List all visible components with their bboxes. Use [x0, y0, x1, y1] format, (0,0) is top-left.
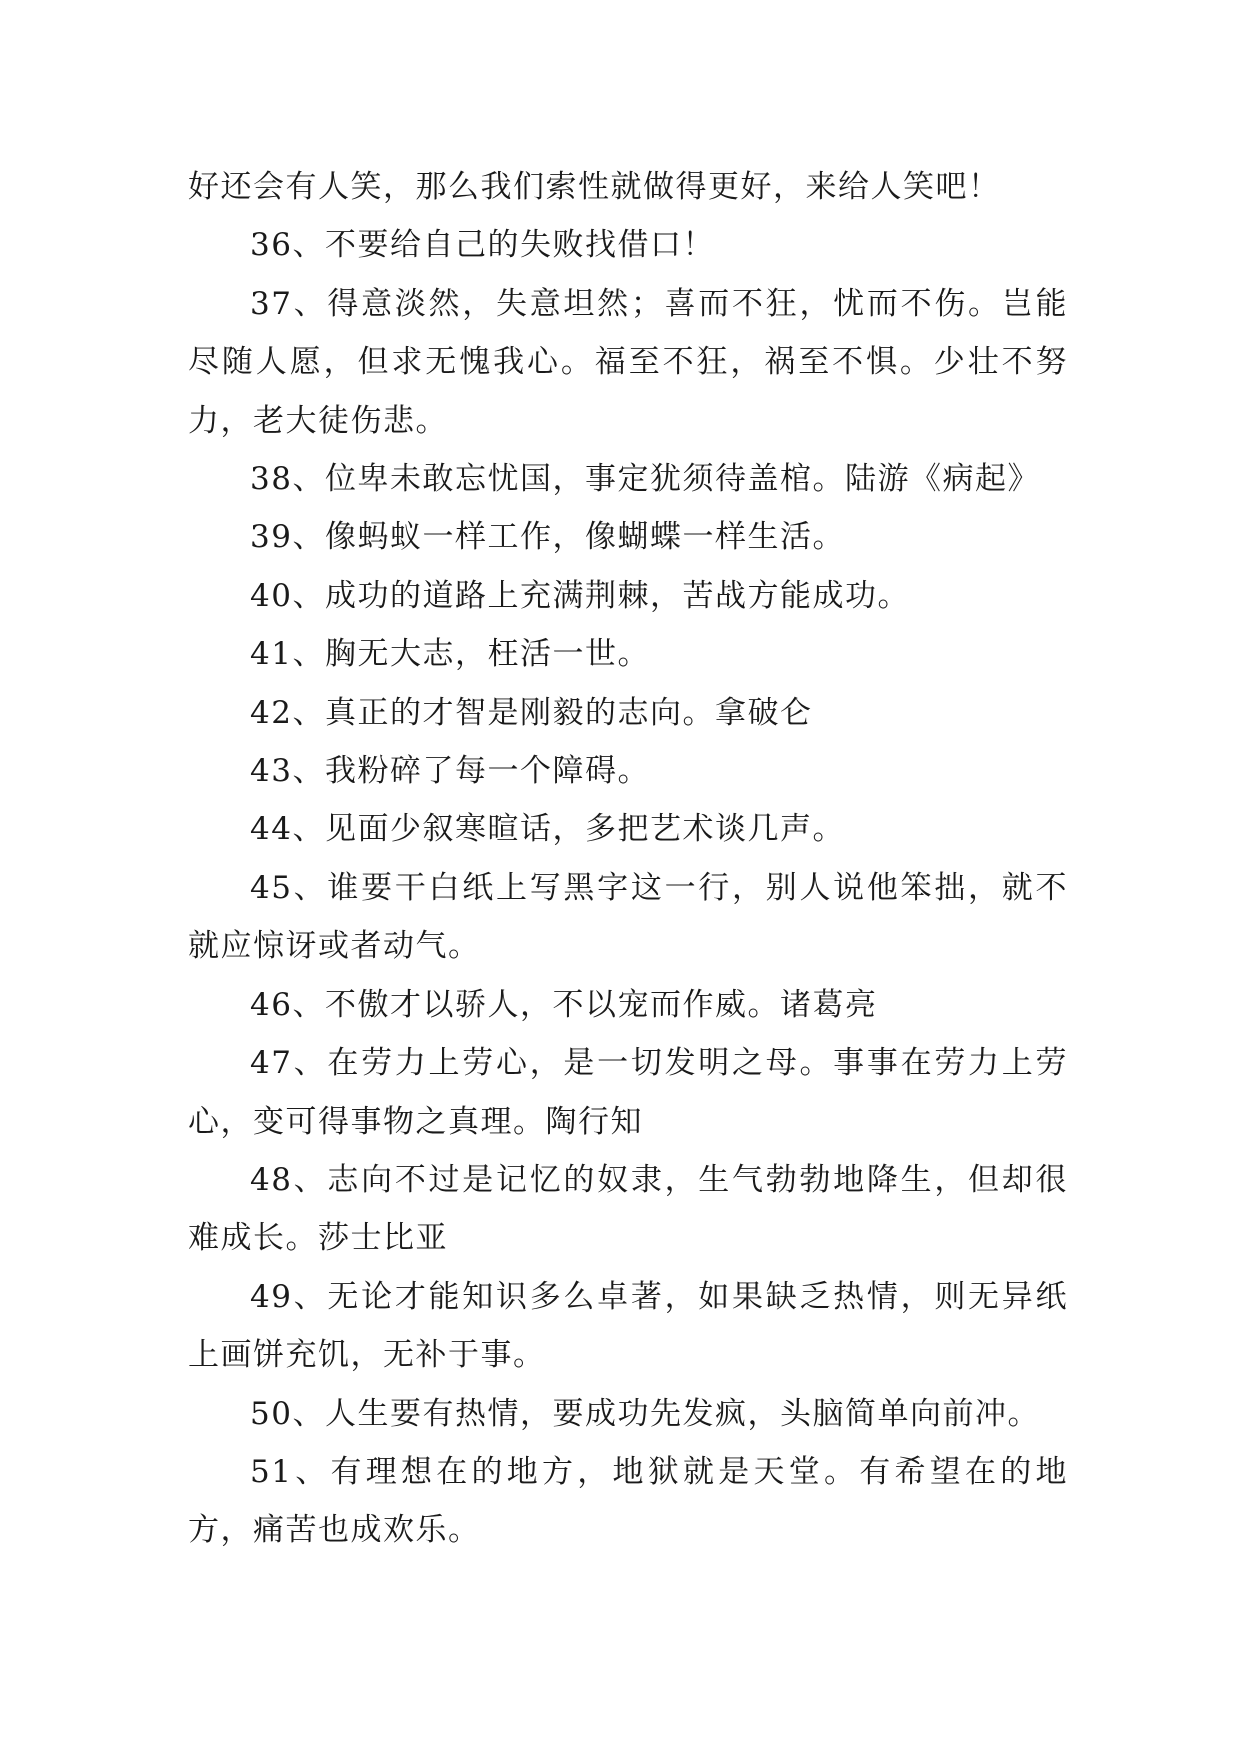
paragraph-36: 36、不要给自己的失败找借口！ [250, 227, 715, 264]
paragraph-41: 41、胸无大志，枉活一世。 [250, 636, 650, 673]
paragraph-43: 43、我粉碎了每一个障碍。 [250, 753, 650, 790]
paragraph-40: 40、成功的道路上充满荆棘，苦战方能成功。 [250, 577, 910, 614]
paragraph-49: 49、无论才能知识多么卓著，如果缺乏热情，则无异纸上画饼充饥，无补于事。 [188, 1278, 1068, 1374]
paragraph-51: 51、有理想在的地方，地狱就是天堂。有希望在的地方，痛苦也成欢乐。 [188, 1453, 1068, 1549]
paragraph-50: 50、人生要有热情，要成功先发疯，头脑简单向前冲。 [250, 1395, 1040, 1432]
document-body [188, 158, 1068, 1560]
paragraph-48: 48、志向不过是记忆的奴隶，生气勃勃地降生，但却很难成长。莎士比亚 [188, 1161, 1068, 1257]
paragraph-45: 45、谁要干白纸上写黑字这一行，别人说他笨拙，就不就应惊讶或者动气。 [188, 869, 1068, 965]
paragraph-continuation: 好还会有人笑，那么我们索性就做得更好，来给人笑吧！ [188, 169, 1001, 205]
paragraph-39: 39、像蚂蚁一样工作，像蝴蝶一样生活。 [250, 519, 845, 556]
paragraph-38: 38、位卑未敢忘忧国，事定犹须待盖棺。陆游《病起》 [250, 461, 1040, 498]
paragraph-37: 37、得意淡然，失意坦然；喜而不狂，忧而不伤。岂能尽随人愿，但求无愧我心。福至不狂，祸至不惧。少壮不努力，老大徒伤悲。 [188, 285, 1068, 439]
paragraph-47: 47、在劳力上劳心，是一切发明之母。事事在劳力上劳心，变可得事物之真理。陶行知 [188, 1045, 1068, 1140]
paragraph-46: 46、不傲才以骄人，不以宠而作威。诸葛亮 [250, 986, 878, 1023]
paragraph-42: 42、真正的才智是刚毅的志向。拿破仑 [250, 694, 813, 731]
paragraph-44: 44、见面少叙寒暄话，多把艺术谈几声。 [250, 811, 845, 848]
